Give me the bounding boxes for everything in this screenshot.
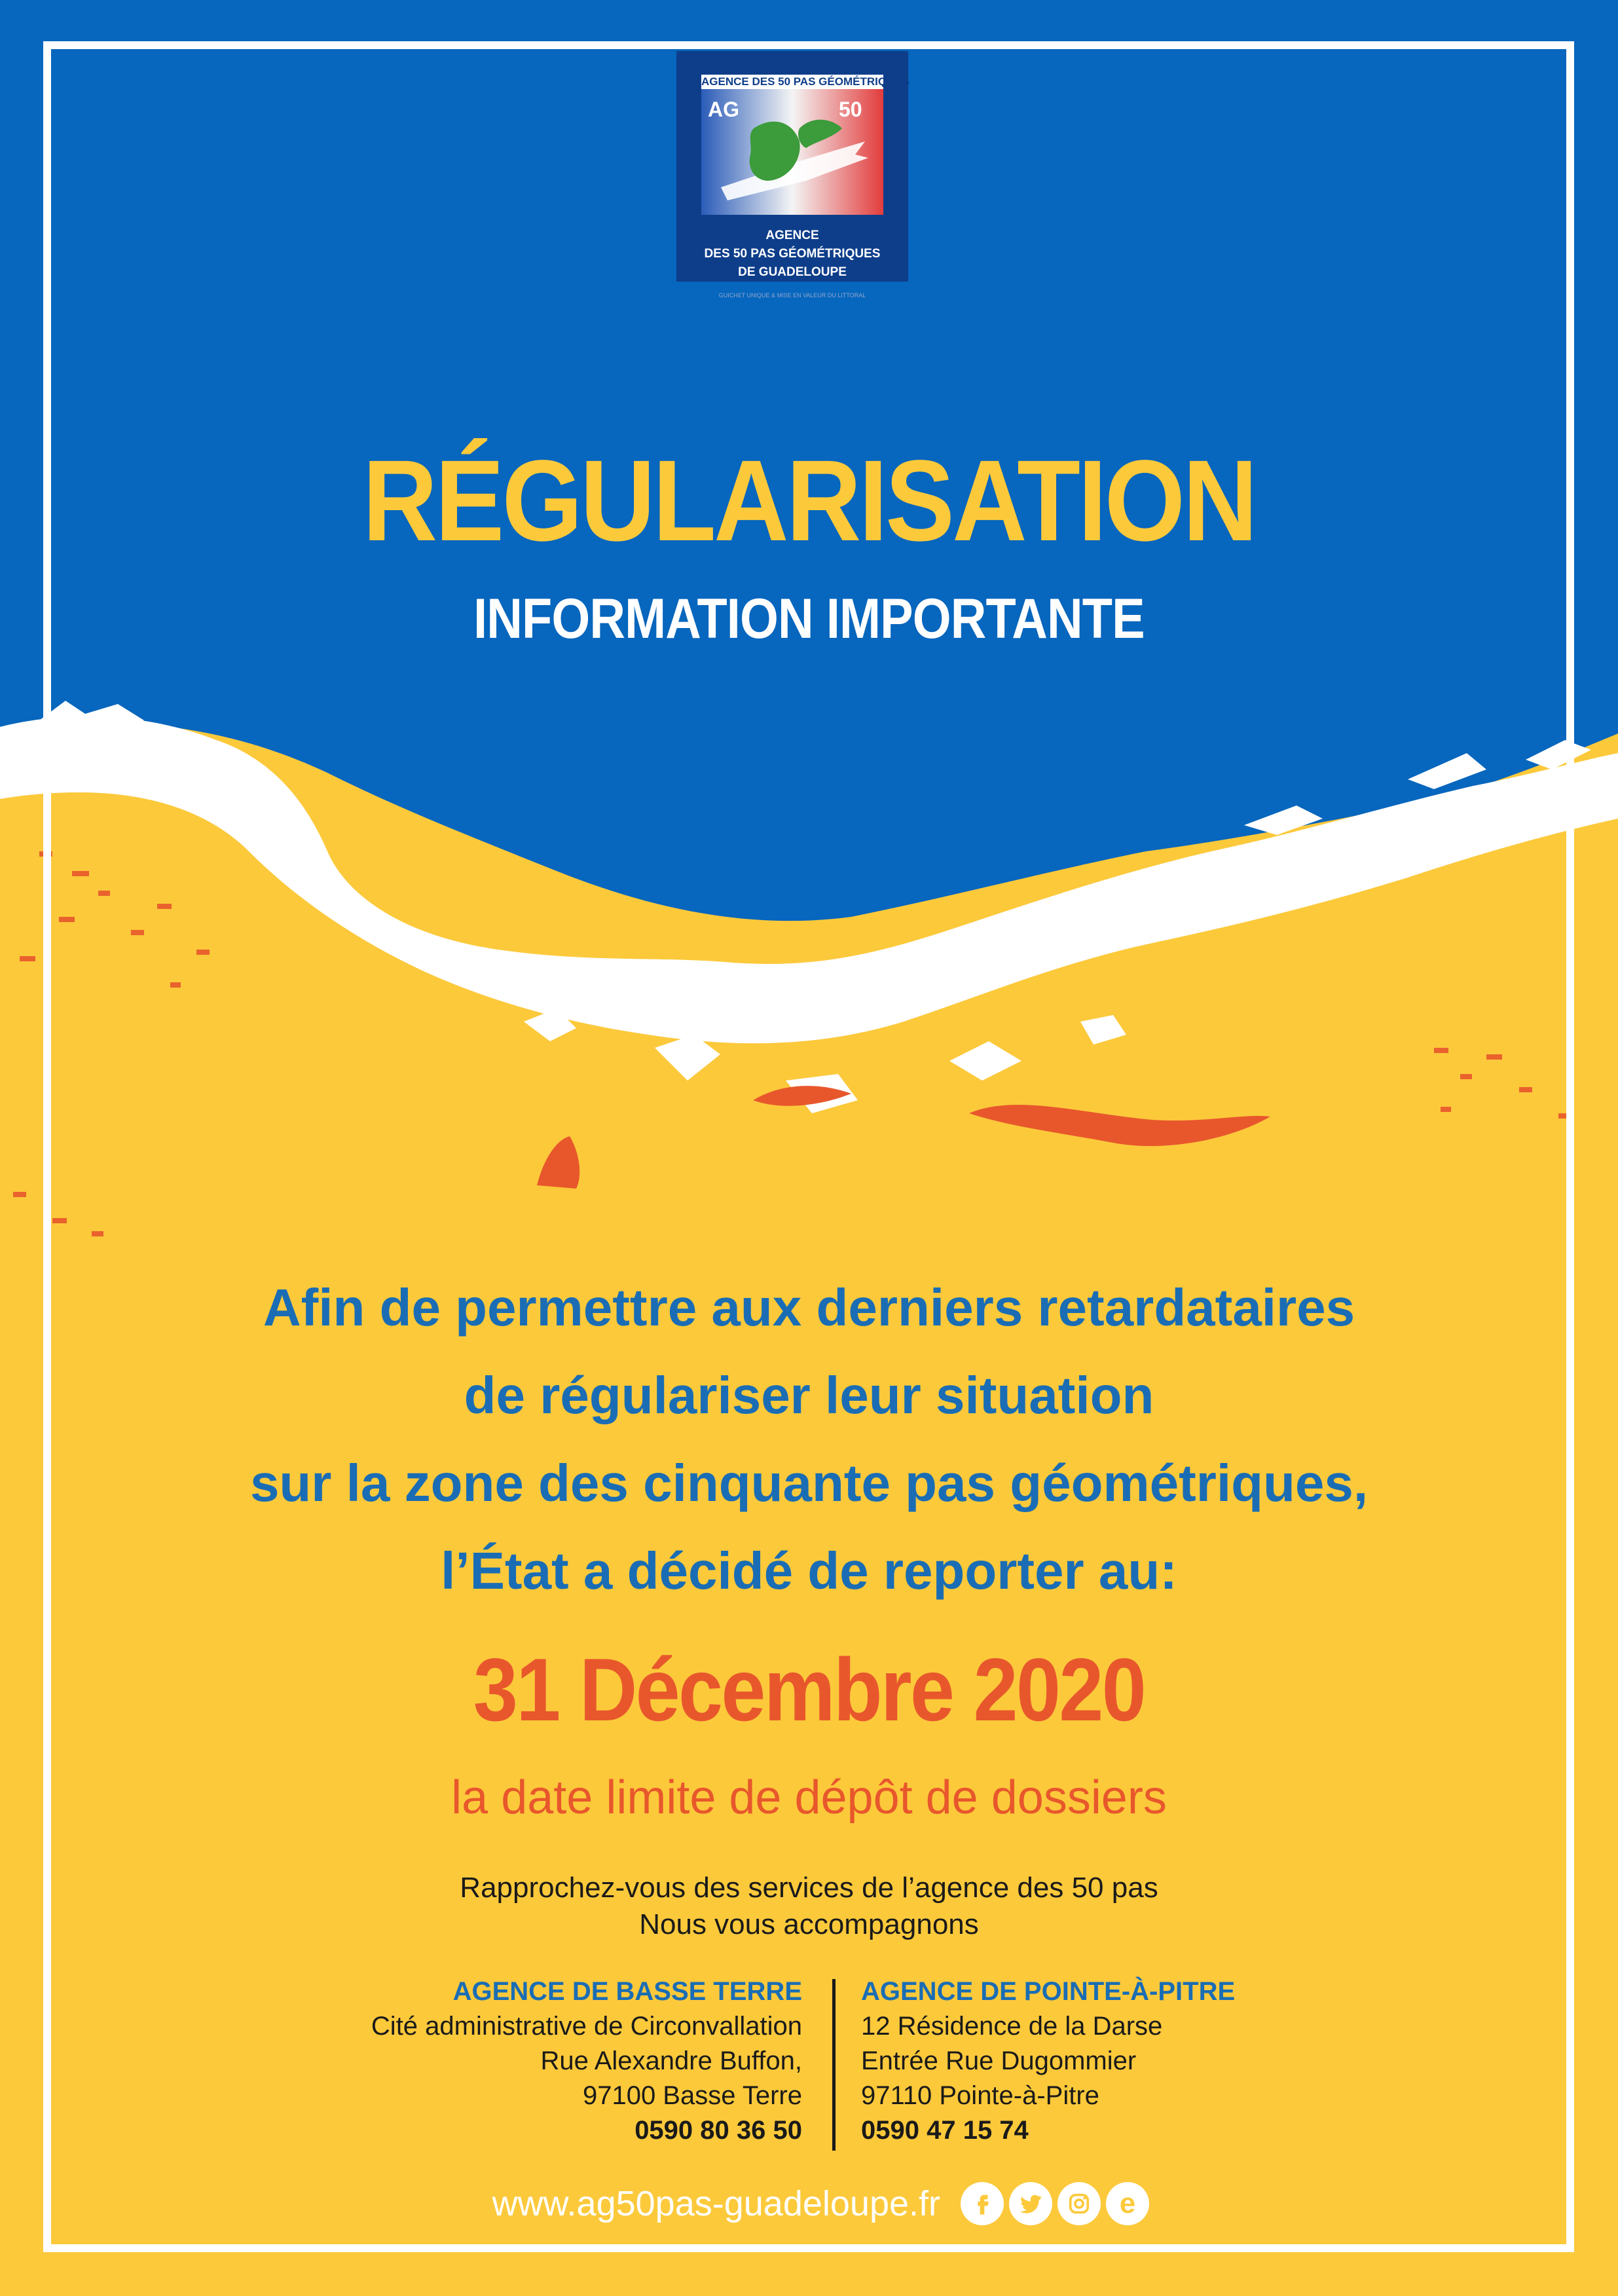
- agency-divider: [832, 1979, 836, 2151]
- agency-address-line: 97100 Basse Terre: [582, 2081, 802, 2110]
- twitter-icon[interactable]: [1009, 2182, 1052, 2225]
- message-line: l’État a décidé de reporter au:: [441, 1542, 1177, 1600]
- logo-mark-ag: AG: [708, 98, 739, 121]
- agency-address-line: Rue Alexandre Buffon,: [540, 2046, 802, 2075]
- deadline-date: 31 Décembre 2020: [473, 1640, 1145, 1739]
- deadline-caption: la date limite de dépôt de dossiers: [451, 1771, 1167, 1824]
- agency-basse-terre: [371, 1974, 802, 2148]
- guadeloupe-map-icon: [701, 89, 883, 215]
- message-line: de régulariser leur situation: [464, 1366, 1154, 1424]
- instagram-icon[interactable]: [1057, 2182, 1101, 2225]
- agency-pointe-a-pitre: [861, 1974, 1235, 2148]
- logo-tagline: GUICHET UNIQUE & MISE EN VALEUR DU LITTORAL: [718, 292, 866, 299]
- page-subtitle: INFORMATION IMPORTANTE: [473, 587, 1145, 650]
- agency-address-line: Entrée Rue Dugommier: [861, 2046, 1137, 2075]
- e-icon[interactable]: e: [1106, 2182, 1149, 2225]
- agency-logo: [676, 51, 910, 299]
- agency-phone[interactable]: 0590 80 36 50: [634, 2116, 802, 2145]
- agency-phone[interactable]: 0590 47 15 74: [861, 2116, 1029, 2145]
- facebook-icon[interactable]: [961, 2182, 1004, 2225]
- agency-name: AGENCE DE BASSE TERRE: [452, 1977, 802, 2006]
- agency-address-line: Cité administrative de Circonvallation: [371, 2012, 802, 2041]
- message-line: sur la zone des cinquante pas géométriques,: [249, 1454, 1369, 1512]
- contact-invitation: [0, 1870, 1618, 1943]
- contact-line: Nous vous accompagnons: [639, 1908, 979, 1940]
- agency-address-line: 97110 Pointe-à-Pitre: [861, 2081, 1099, 2110]
- announcement-message: [105, 1264, 1513, 1615]
- website-link[interactable]: www.ag50pas-guadeloupe.fr: [492, 2184, 940, 2223]
- agency-name: AGENCE DE POINTE-À-PITRE: [861, 1977, 1236, 2006]
- logo-agency-name: AGENCE DES 50 PAS GÉOMÉTRIQUES DE GUADELOUPE: [704, 229, 881, 279]
- message-line: Afin de permettre aux derniers retardataires: [263, 1278, 1355, 1337]
- agency-address-line: 12 Résidence de la Darse: [861, 2012, 1163, 2041]
- logo-banner-text: AGENCE DES 50 PAS GÉOMÉTRIQUES: [701, 75, 910, 88]
- contact-line: Rapprochez-vous des services de l’agence des 50 pas: [460, 1872, 1158, 1904]
- footer: [0, 2177, 1618, 2230]
- social-icons: [961, 2182, 1149, 2225]
- logo-mark-50: 50: [839, 98, 862, 121]
- page-title: RÉGULARISATION: [362, 437, 1256, 565]
